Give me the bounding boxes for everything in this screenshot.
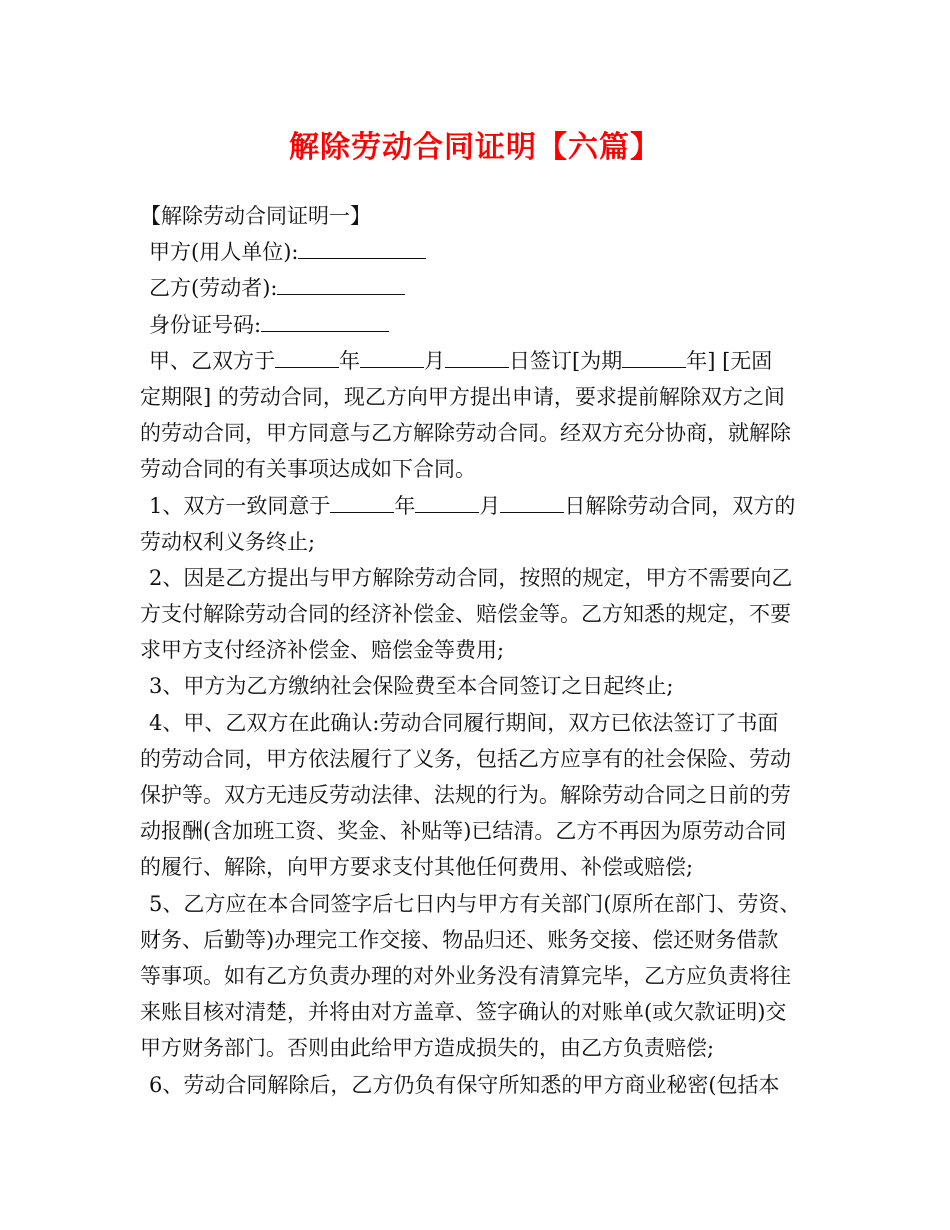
item-1-day-blank [500,491,564,513]
intro-line-2: 定期限] 的劳动合同，现乙方向甲方提出申请，要求提前解除双方之间 [140,384,785,409]
item-4-line-3: 保护等。双方无违反劳动法律、法规的行为。解除劳动合同之日前的劳 [140,783,791,807]
party-a-label: 甲方(用人单位): [149,240,299,265]
intro-text: 日签订[为期 [509,348,623,373]
item-1-text: 年 [394,493,416,518]
item-5-line-4: 来账目核对清楚，并将由对方盖章、签字确认的对账单(或欠款证明)交 [140,1000,787,1025]
item-4-line-2: 的劳动合同，甲方依法履行了义务，包括乙方应享有的社会保险、劳动 [140,746,791,771]
item-5-line-5: 甲方财务部门。否则由此给甲方造成损失的，由乙方负责赔偿; [140,1036,715,1061]
day-blank [445,346,509,368]
item-2-line-1: 2、因是乙方提出与甲方解除劳动合同，按照的规定，甲方不需要向乙 [149,565,793,590]
party-a-line [140,234,830,270]
item-1-month-blank [415,491,479,513]
intro-line-4: 劳动合同的有关事项达成如下合同。 [140,457,476,482]
party-b-blank [277,273,405,295]
item-5-line-3: 等事项。如有乙方负责办理的对外业务没有清算完毕，乙方应负责将往 [140,963,791,988]
year-blank [275,346,339,368]
document-body [140,198,830,1103]
item-4-line-1: 4、甲、乙双方在此确认:劳动合同履行期间，双方已依法签订了书面 [149,710,779,735]
item-1-line-1 [140,488,830,524]
party-b-label: 乙方(劳动者): [149,276,278,301]
item-1-text: 日解除劳动合同，双方的 [564,493,796,518]
item-6-line-1: 6、劳动合同解除后，乙方仍负有保守所知悉的甲方商业秘密(包括本 [149,1072,780,1097]
id-number-label: 身份证号码: [149,312,262,337]
item-3-line-1: 3、甲方为乙方缴纳社会保险费至本合同签订之日起终止; [149,674,674,699]
item-1-year-blank [330,491,394,513]
item-1-text: 1、双方一致同意于 [149,493,331,518]
item-5-line-2: 财务、后勤等)办理完工作交接、物品归还、账务交接、偿还财务借款 [140,927,779,952]
id-number-line [140,307,830,343]
intro-text: 年] [无固 [686,348,773,373]
party-a-blank [298,237,426,259]
item-5-line-1: 5、乙方应在本合同签字后七日内与甲方有关部门(原所在部门、劳资、 [149,891,801,916]
intro-text: 甲、乙双方于 [149,348,275,373]
party-b-line [140,270,830,306]
intro-line-1 [140,343,830,379]
item-2-line-2: 方支付解除劳动合同的经济补偿金、赔偿金等。乙方知悉的规定，不要 [140,602,791,627]
intro-text: 月 [424,348,445,373]
item-1-text: 月 [479,493,501,518]
intro-line-3: 的劳动合同，甲方同意与乙方解除劳动合同。经双方充分协商，就解除 [140,421,791,446]
term-years-blank [622,346,686,368]
month-blank [360,346,424,368]
item-4-line-5: 的履行、解除，向甲方要求支付其他任何费用、补偿或赔偿; [140,855,694,880]
item-4-line-4: 动报酬(含加班工资、奖金、补贴等)已结清。乙方不再因为原劳动合同 [140,819,787,844]
item-2-line-3: 求甲方支付经济补偿金、赔偿金等费用; [140,638,505,663]
section-heading: 【解除劳动合同证明一】 [140,204,371,228]
item-1-line-2: 劳动权利义务终止; [140,529,316,554]
document-title: 解除劳动合同证明【六篇】 [289,130,661,165]
intro-text: 年 [339,348,360,373]
id-number-blank [261,310,389,332]
